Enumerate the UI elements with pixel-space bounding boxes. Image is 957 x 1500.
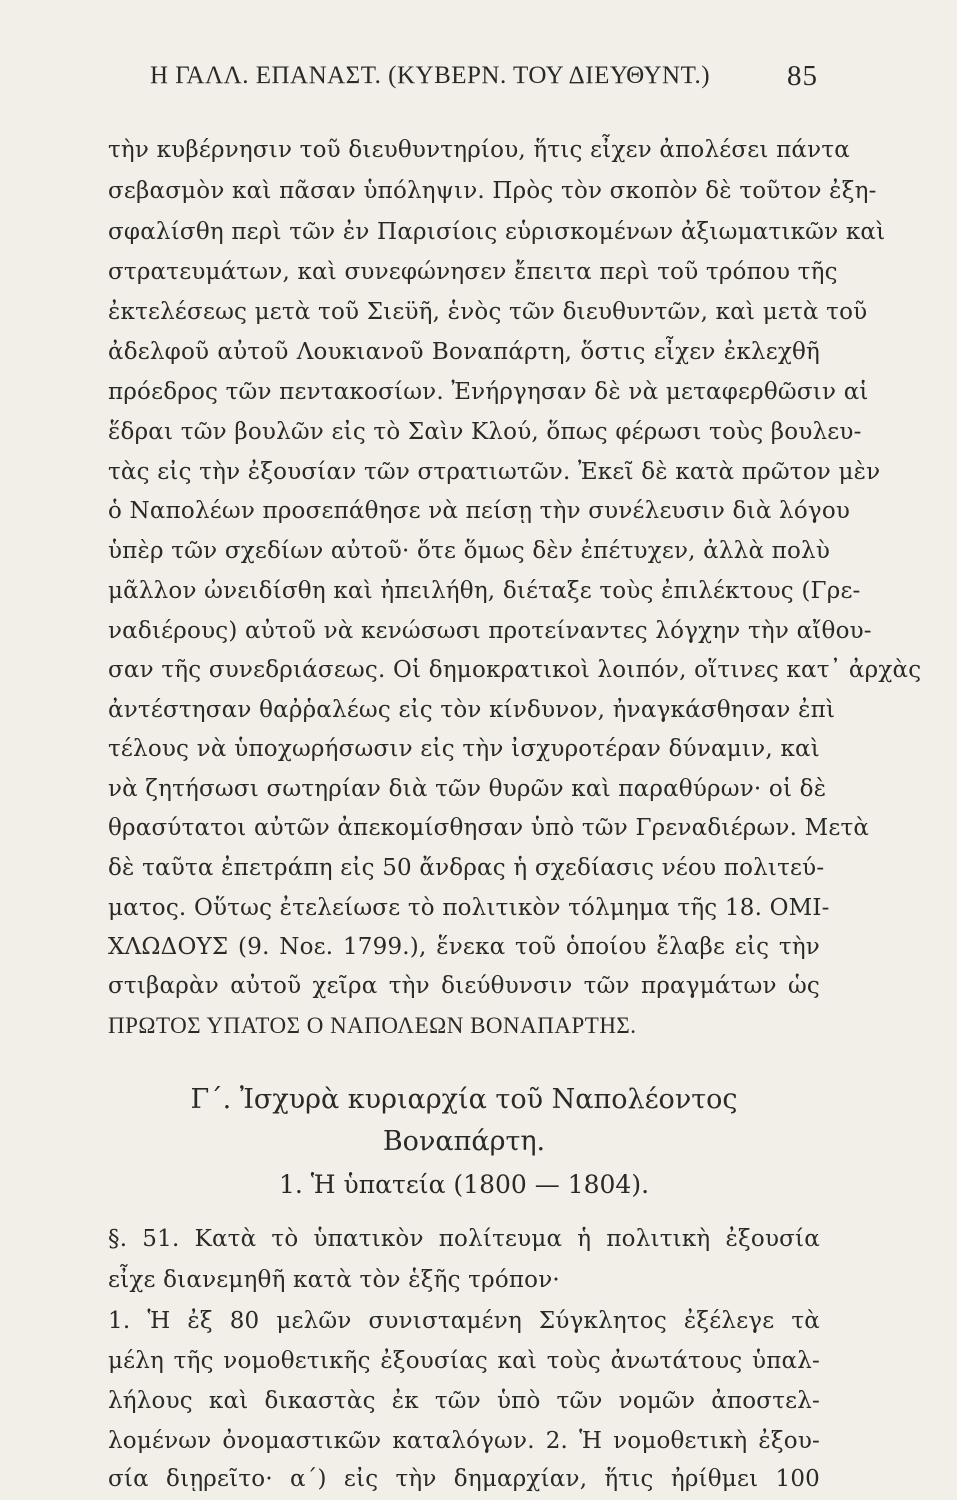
text-line: ἐκτελέσεως μετὰ τοῦ Σιεϋῆ, ἑνὸς τῶν διευθυντῶν, καὶ μετὰ τοῦ: [108, 299, 868, 325]
text-line: ὑπὲρ τῶν σχεδίων αὐτοῦ· ὅτε ὅμως δὲν ἐπέτυχεν, ἀλλὰ πολὺ: [108, 538, 831, 564]
running-header-title: Η ΓΑΛΛ. ΕΠΑΝΑΣΤ. (ΚΥΒΕΡΝ. ΤΟΥ ΔΙΕΥΘΥΝΤ.): [150, 62, 711, 89]
text-line: μέλη τῆς νομοθετικῆς ἐξουσίας καὶ τοὺς ἀνωτάτους ὑπαλ-: [108, 1348, 820, 1374]
text-line: ΠΡΩΤΟΣ ΥΠΑΤΟΣ Ο ΝΑΠΟΛΕΩΝ ΒΟΝΑΠΑΡΤΗΣ.: [108, 1013, 637, 1038]
text-line: ἀδελφοῦ αὐτοῦ Λουκιανοῦ Βοναπάρτη, ὅστις εἶχεν ἐκλεχθῆ: [108, 339, 820, 365]
text-line: σεβασμὸν καὶ πᾶσαν ὑπόληψιν. Πρὸς τὸν σκοπὸν δὲ τοῦτον ἐξη-: [108, 178, 877, 204]
text-line: ματος. Οὕτως ἐτελείωσε τὸ πολιτικὸν τόλμημα τῆς 18. ΟΜΙ-: [108, 895, 830, 921]
section-heading: Γ΄. Ἰσχυρὰ κυριαρχία τοῦ Ναπολέοντος: [190, 1084, 738, 1115]
text-line: δὲ ταῦτα ἐπετράπη εἰς 50 ἄνδρας ἡ σχεδίασις νέου πολιτεύ-: [108, 855, 825, 881]
text-line: ναδιέρους) αὐτοῦ νὰ κενώσωσι προτείναντες λόγχην τὴν αἴθου-: [108, 618, 872, 644]
text-line: εἶχε διανεμηθῆ κατὰ τὸν ἑξῆς τρόπον·: [108, 1267, 560, 1293]
text-line: ἀντέστησαν θαῤῥαλέως εἰς τὸν κίνδυνον, ἠναγκάσθησαν ἐπὶ: [108, 697, 836, 723]
text-line: μᾶλλον ὠνειδίσθη καὶ ἠπειλήθη, διέταξε τοὺς ἐπιλέκτους (Γρε-: [108, 578, 861, 604]
text-line: ὁ Ναπολέων προσεπάθησε νὰ πείσῃ τὴν συνέλευσιν διὰ λόγου: [108, 498, 851, 524]
text-line: πρόεδρος τῶν πεντακοσίων. Ἐνήργησαν δὲ νὰ μεταφερθῶσιν αἱ: [108, 379, 869, 405]
subsection-heading: 1. Ἡ ὑπατεία (1800 — 1804).: [278, 1170, 650, 1199]
text-line: τέλους νὰ ὑποχωρήσωσιν εἰς τὴν ἰσχυροτέραν δύναμιν, καὶ: [108, 736, 820, 762]
text-line: ἕδραι τῶν βουλῶν εἰς τὸ Σαὶν Κλού, ὅπως φέρωσι τοὺς βουλευ-: [108, 419, 862, 445]
section-heading-continued: Βοναπάρτη.: [382, 1126, 546, 1157]
text-line: τὰς εἰς τὴν ἐξουσίαν τῶν στρατιωτῶν. Ἐκεῖ δὲ κατὰ πρῶτον μὲν: [108, 459, 881, 485]
text-line: τὴν κυβέρνησιν τοῦ διευθυντηρίου, ἥτις εἶχεν ἀπολέσει πάντα: [108, 137, 851, 163]
text-line: στιβαρὰν αὐτοῦ χεῖρα τὴν διεύθυνσιν τῶν πραγμάτων ὡς: [108, 973, 820, 999]
text-line: σφαλίσθη περὶ τῶν ἐν Παρισίοις εὑρισκομένων ἀξιωματικῶν καὶ: [108, 219, 886, 245]
running-header: [150, 62, 818, 96]
text-line: ΧΛΩΔΟΥΣ (9. Νοε. 1799.), ἕνεκα τοῦ ὁποίου ἔλαβε εἰς τὴν: [108, 934, 820, 960]
text-line: θρασύτατοι αὐτῶν ἀπεκομίσθησαν ὑπὸ τῶν Γρεναδιέρων. Μετὰ: [108, 815, 870, 841]
text-line: νὰ ζητήσωσι σωτηρίαν διὰ τῶν θυρῶν καὶ παραθύρων· οἱ δὲ: [108, 776, 827, 802]
text-line: σαν τῆς συνεδριάσεως. Οἱ δημοκρατικοὶ λοιπόν, οἵτινες κατ᾽ ἀρχὰς: [108, 657, 922, 683]
text-line: 1. Ἡ ἐξ 80 μελῶν συνισταμένη Σύγκλητος ἐξέλεγε τὰ: [108, 1308, 820, 1334]
text-line: §. 51. Κατὰ τὸ ὑπατικὸν πολίτευμα ἡ πολιτικὴ ἐξουσία: [108, 1226, 820, 1252]
text-line: λομένων ὀνομαστικῶν καταλόγων. 2. Ἡ νομοθετικὴ ἐξου-: [108, 1428, 820, 1454]
page-number: 85: [787, 60, 818, 92]
text-line: σία διῃρεῖτο· α΄) εἰς τὴν δημαρχίαν, ἥτις ἠρίθμει 100: [108, 1466, 820, 1492]
text-line: λήλους καὶ δικαστὰς ἐκ τῶν ὑπὸ τῶν νομῶν ἀποστελ-: [108, 1388, 820, 1414]
text-line: στρατευμάτων, καὶ συνεφώνησεν ἔπειτα περὶ τοῦ τρόπου τῆς: [108, 259, 838, 285]
